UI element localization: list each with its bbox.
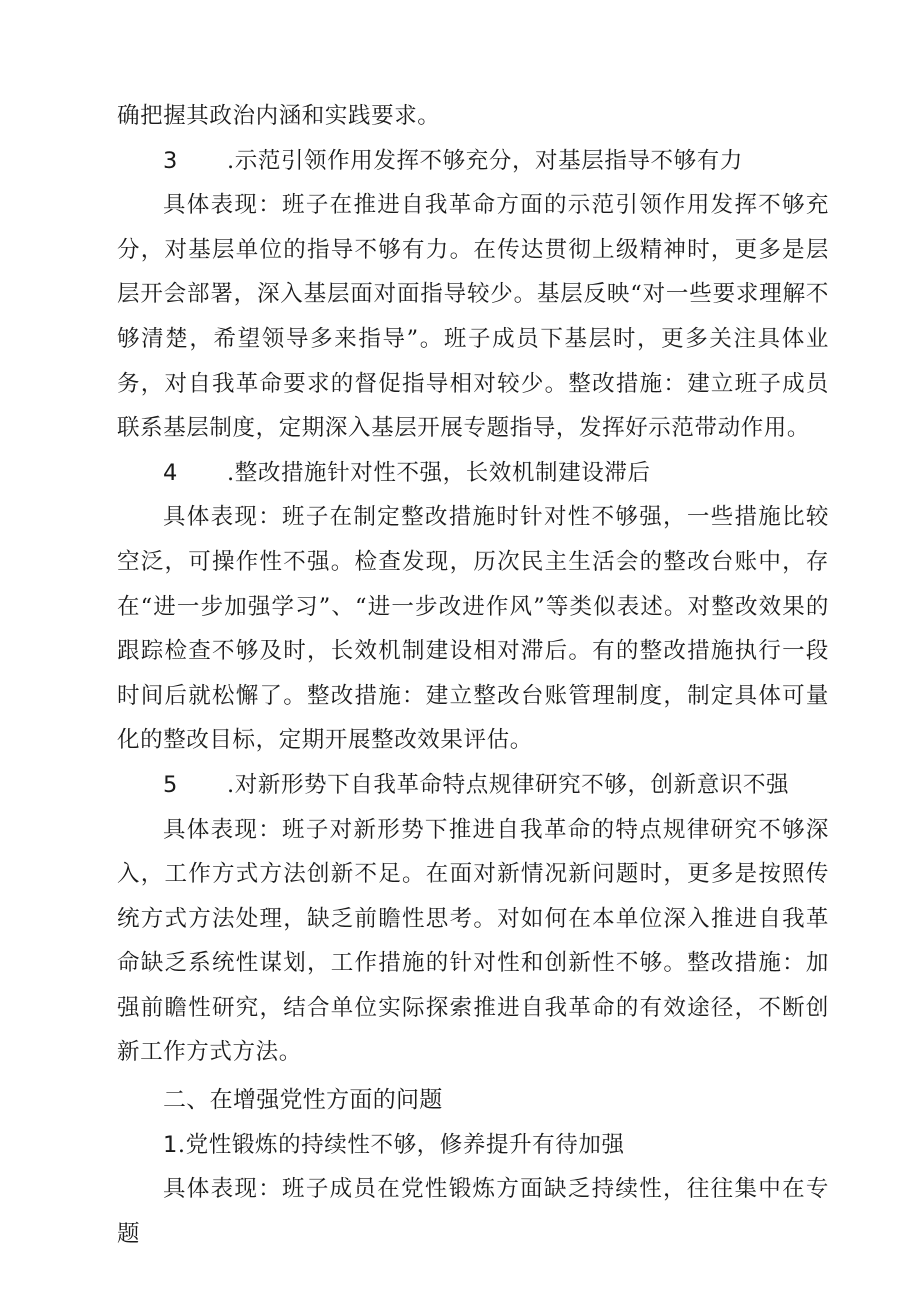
item-heading-5: [117, 763, 829, 808]
item-number: 3: [163, 147, 178, 174]
body-paragraph: 具体表现：班子在推进自我革命方面的示范引领作用发挥不够充分，对基层单位的指导不够有力。在传达贯彻上级精神时，更多是层层开会部署，深入基层面对面指导较少。基层反映“对一些要求理解不够清楚，希望领导多来指导”。班子成员下基层时，更多关注具体业务，对自我革命要求的督促指导相对较少。整改措施：建立班子成员联系基层制度，定期深入基层开展专题指导，发挥好示范带动作用。: [117, 192, 829, 442]
subitem-heading-1: [117, 1123, 829, 1168]
body-paragraph: 具体表现：班子对新形势下推进自我革命的特点规律研究不够深入，工作方式方法创新不足。在面对新情况新问题时，更多是按照传统方式方法处理，缺乏前瞻性思考。对如何在本单位深入推进自我革命缺乏系统性谋划，工作措施的针对性和创新性不够。整改措施：加强前瞻性研究，结合单位实际探索推进自我革命的有效途径，不断创新工作方式方法。: [117, 816, 829, 1066]
item-title: .示范引领作用发挥不够充分，对基层指导不够有力: [227, 147, 743, 174]
item-title: .整改措施针对性不强，长效机制建设滞后: [227, 459, 651, 486]
item-number: 5: [163, 771, 178, 798]
item-number: 1: [163, 1131, 178, 1158]
item-heading-3: [117, 139, 829, 184]
item-heading-4: [117, 451, 829, 496]
section-heading: 二、在增强党性方面的问题: [163, 1087, 443, 1114]
document-body: [117, 94, 829, 1256]
body-paragraph: 具体表现：班子在制定整改措施时针对性不够强，一些措施比较空泛，可操作性不强。检查发现，历次民主生活会的整改台账中，存在“进一步加强学习”、“进一步改进作风”等类似表述。对整改效果的跟踪检查不够及时，长效机制建设相对滞后。有的整改措施执行一段时间后就松懈了。整改措施：建立整改台账管理制度，制定具体可量化的整改目标，定期开展整改效果评估。: [117, 504, 829, 754]
item-title: .对新形势下自我革命特点规律研究不够，创新意识不强: [227, 771, 790, 798]
continuation-paragraph: 确把握其政治内涵和实践要求。: [117, 103, 441, 129]
body-paragraph: 具体表现：班子成员在党性锻炼方面缺乏持续性，往往集中在专题: [117, 1176, 829, 1247]
item-title: .党性锻炼的持续性不够，修养提升有待加强: [177, 1131, 625, 1158]
item-number: 4: [163, 459, 178, 486]
